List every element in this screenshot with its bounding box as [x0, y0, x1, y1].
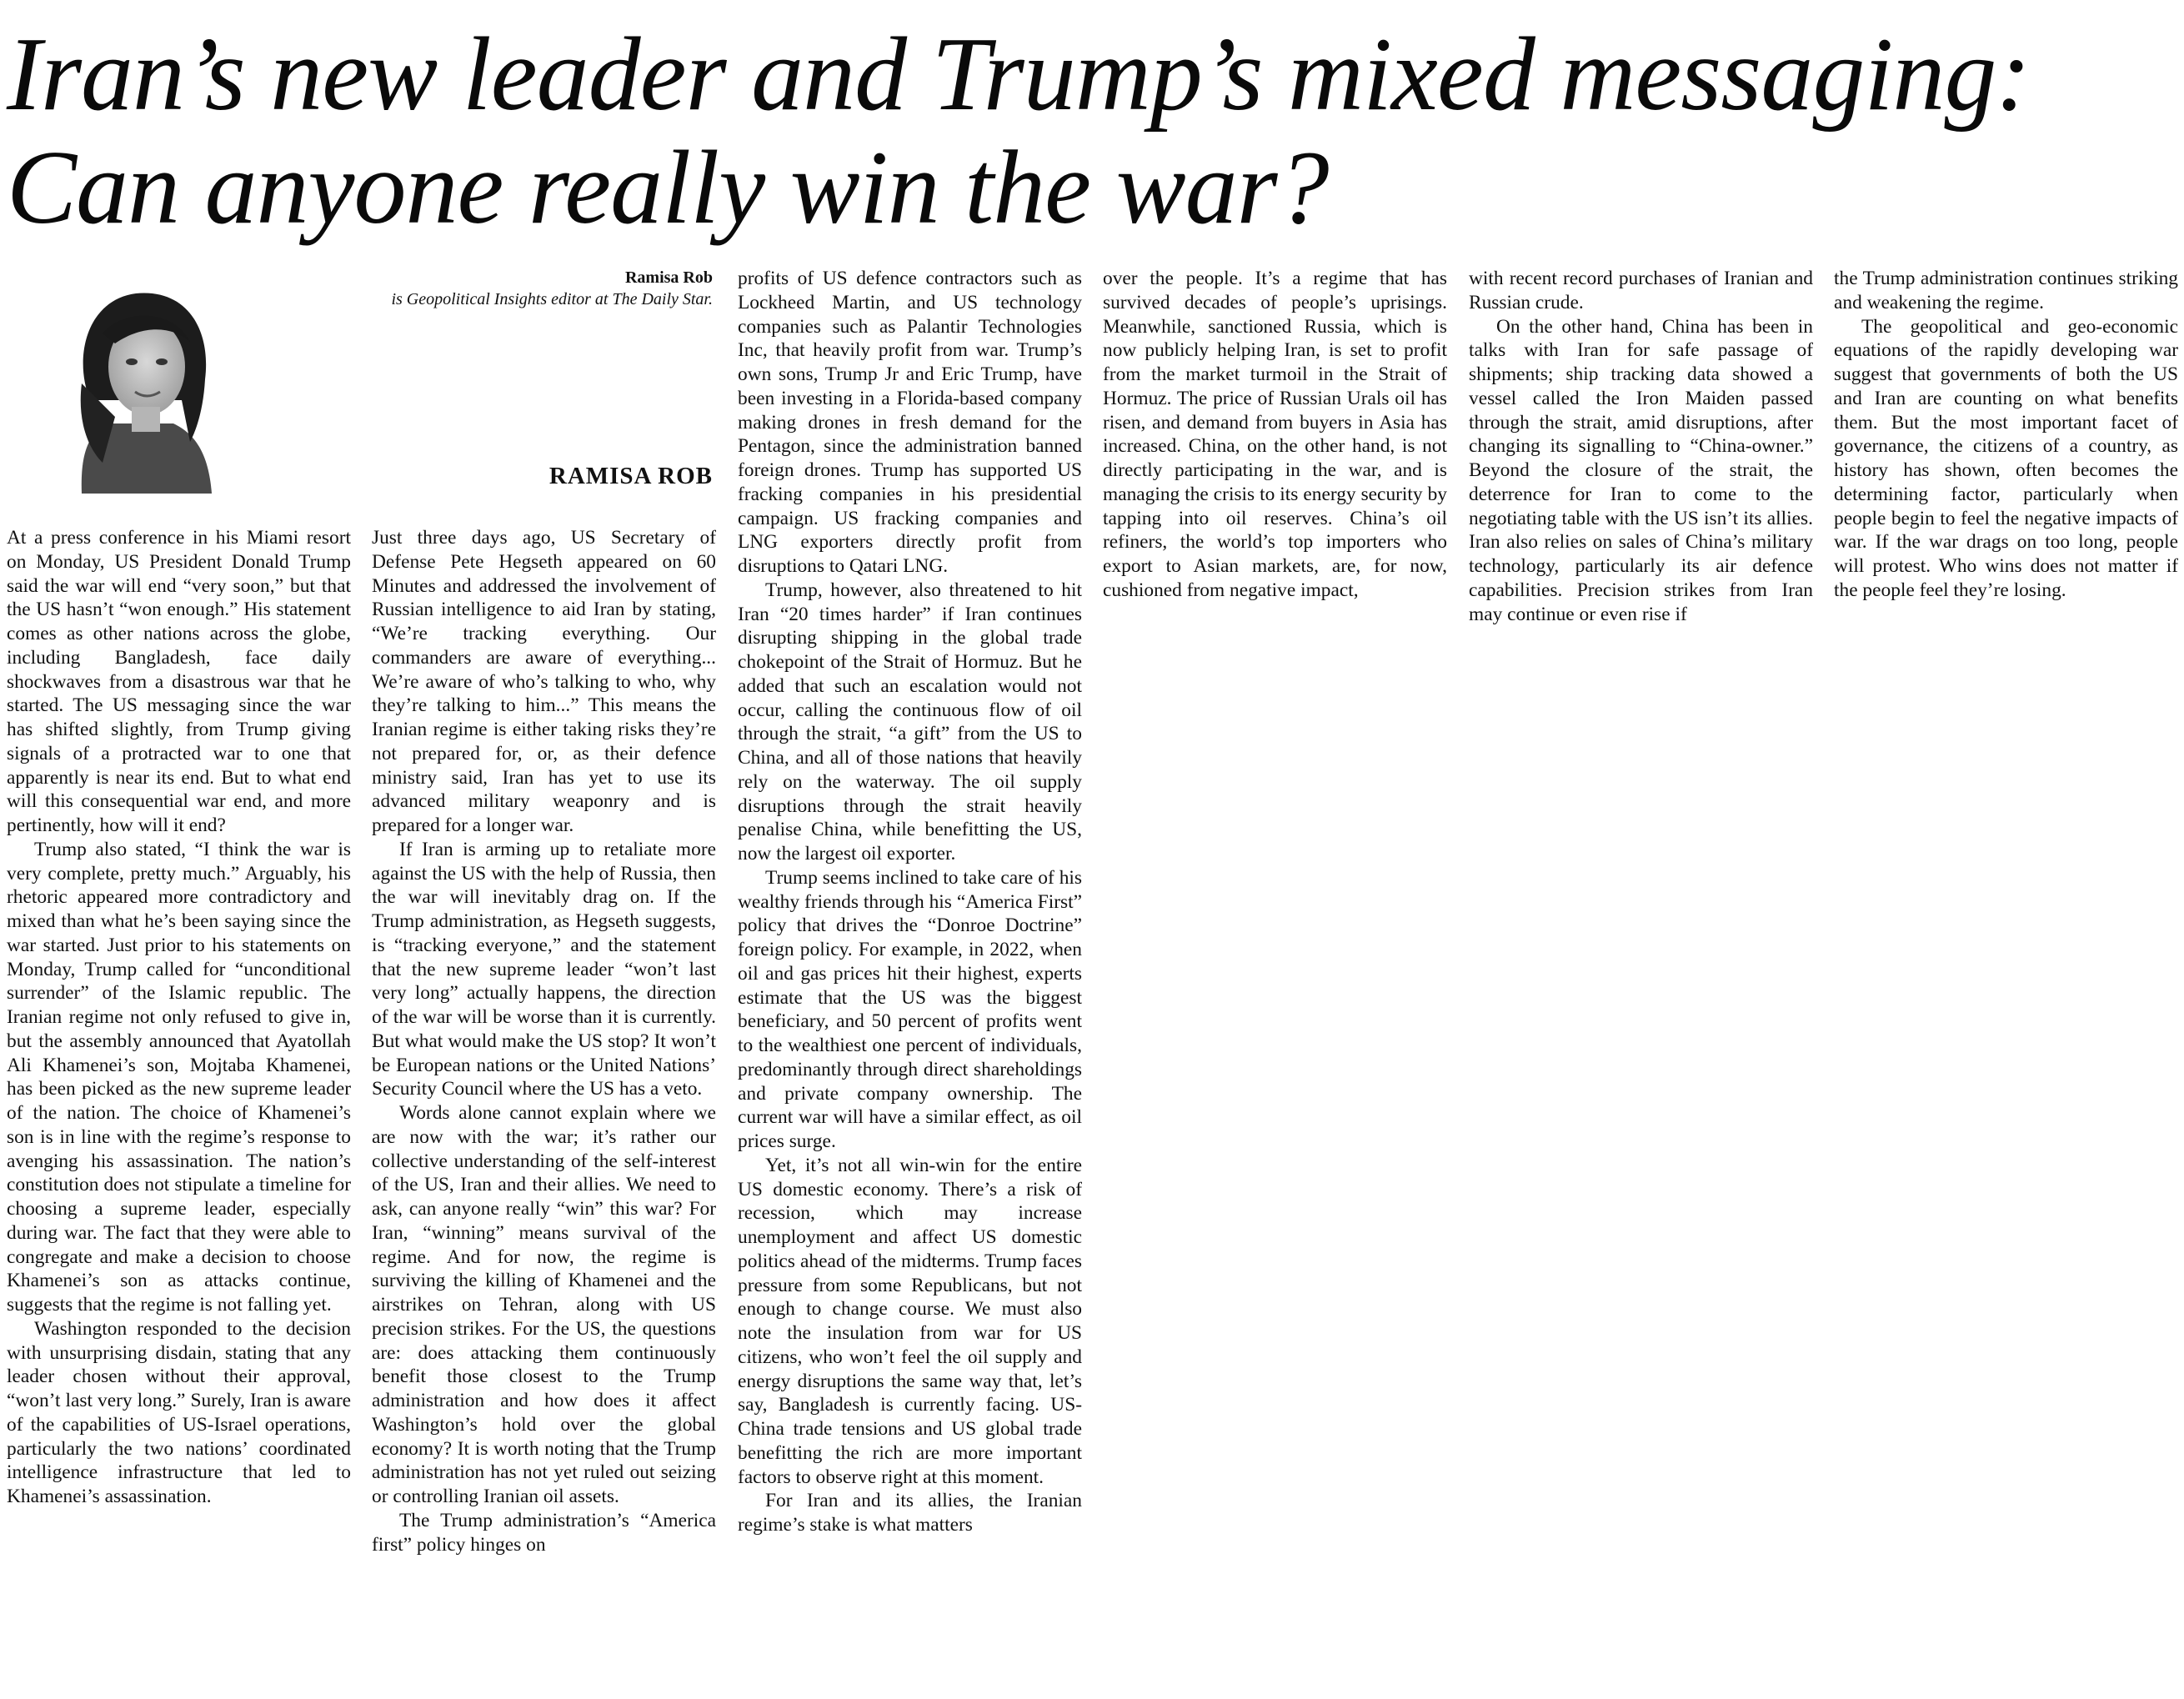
- paragraph: Trump, however, also threatened to hit Iran “20 times harder” if Iran continues disrupting shipping in the global trade chokepoint of the Strait of Hormuz. But he added that such an escalation would not occur, calling the continuous flow of oil through the strait, “a gift” from the US to China, and all of those nations that heavily rely on the waterway. The oil supply disruptions through the strait heavily penalise China, while benefitting the US, now the largest oil exporter.: [738, 579, 1082, 865]
- paragraph: The Trump administration’s “America first” policy hinges on: [372, 1509, 716, 1556]
- paragraph: over the people. It’s a regime that has survived decades of people’s uprisings. Meanwhile, sanctioned Russia, which is now publicly helping Iran, is set to profit from the market turmoil in the Strait of Hormuz. The price of Russian Urals oil has risen, and demand from buyers in Asia has increased. China, on the other hand, is not directly participating in the war, and is managing the crisis to its energy security by tapping into oil reserves. China’s oil refiners, the world’s top importers who export to Asian markets, are, for now, cushioned from negative impact,: [1103, 268, 1447, 601]
- headline: [7, 18, 2174, 245]
- paragraph: If Iran is arming up to retaliate more against the US with the help of Russia, then the war will inevitably drag on. If the Trump administration, as Hegseth suggests, is “tracking everyone,” and the statement that the new supreme leader “won’t last very long” actually happens, the direction of the war will be worse than it is currently. But what would make the US stop? It won’t be European nations or the United Nations’ Security Council where the US has a veto.: [372, 838, 716, 1100]
- article-column-2: [372, 526, 716, 1693]
- author-photo: [57, 275, 223, 494]
- paragraph: with recent record purchases of Iranian and Russian crude.: [1469, 268, 1813, 313]
- author-description: is Geopolitical Insights editor at The Daily Star.: [391, 290, 713, 308]
- byline: RAMISA ROB: [549, 463, 713, 489]
- article-column-5: [1469, 267, 1813, 634]
- paragraph: Washington responded to the decision with unsurprising disdain, stating that any leader chosen without their approval, “won’t last very long.” Surely, Iran is aware of the capabilities of US-Israel operations, particularly the two nations’ coordinated intelligence infrastructure that led to Khamenei’s assassination.: [7, 1317, 351, 1507]
- paragraph: Just three days ago, US Secretary of Defense Pete Hegseth appeared on 60 Minutes and addressed the involvement of Russian intelligence to aid Iran by stating, “We’re tracking everything. Our commanders are aware of everything... We’re aware of who’s talking to who, why they’re talking to him...” This means the Iranian regime is either taking risks they’re not prepared for, or, as their defence ministry said, Iran has yet to use its advanced military weaponry and is prepared for a longer war.: [372, 527, 716, 836]
- article-column-1: [7, 526, 351, 1693]
- paragraph: At a press conference in his Miami resort on Monday, US President Donald Trump said the war will end “very soon,” but that the US hasn’t “won enough.” His statement comes as other nations across the globe, including Bangladesh, face daily shockwaves from a disastrous war that he started. The US messaging since the war has shifted slightly, from Trump giving signals of a protracted war to one that apparently is near its end. But to what end will this consequential war end, and more pertinently, how will it end?: [7, 527, 351, 836]
- article-column-6: [1834, 267, 2178, 634]
- paragraph: Yet, it’s not all win-win for the entire US domestic economy. There’s a risk of recession, which may increase unemployment and affect US domestic politics ahead of the midterms. Trump faces pressure from some Republicans, but not enough to change course. We must also note the insulation from war for US citizens, who won’t feel the oil supply and energy disruptions the same way that, let’s say, Bangladesh is currently facing. US-China trade tensions and US global trade benefitting the rich are more important factors to observe right at this moment.: [738, 1154, 1082, 1488]
- paragraph: On the other hand, China has been in talks with Iran for safe passage of shipments; ship tracking data showed a vessel called the Iron Maiden passed through the strait, amid disruptions, after changing its signalling to “China-owner.” Beyond the closure of the strait, the deterrence for Iran to come to the negotiating table with the US isn’t its allies. Iran also relies on sales of China’s military technology, particularly its air defence capabilities. Precision strikes from Iran may continue or even rise if: [1469, 315, 1813, 625]
- paragraph: profits of US defence contractors such as Lockheed Martin, and US technology companies such as Palantir Technologies Inc, that heavily profit from war. Trump’s own sons, Trump Jr and Eric Trump, have been investing in a Florida-based company making drones in fresh demand for the Pentagon, since the administration banned foreign drones. Trump has supported US fracking companies in his presidential campaign. US fracking companies and LNG exporters directly profit from disruptions to Qatari LNG.: [738, 268, 1082, 577]
- author-name: Ramisa Rob: [624, 268, 713, 287]
- paragraph: The geopolitical and geo-economic equations of the rapidly developing war suggest that governments of both the US and Iran are counting on what benefits them. But the most important facet of governance, the citizens of a country, as history has shown, often becomes the determining factor, particularly when people begin to feel the negative impacts of war. If the war drags on too long, people will protest. Who wins does not matter if the people feel they’re losing.: [1834, 315, 2178, 601]
- paragraph: For Iran and its allies, the Iranian regime’s stake is what matters: [738, 1490, 1082, 1536]
- headline-line-1: Iran’s new leader and Trump’s mixed messaging:: [7, 17, 2031, 133]
- paragraph: Trump seems inclined to take care of his wealthy friends through his “America First” policy that drives the “Donroe Doctrine” foreign policy. For example, in 2022, when oil and gas prices hit their highest, experts estimate that the US was the biggest beneficiary, and 50 percent of profits went to the wealthiest one percent of individuals, predominantly through direct shareholdings and private company ownership. The current war will have a similar effect, as oil prices surge.: [738, 866, 1082, 1152]
- article-column-4: [1103, 267, 1447, 634]
- paragraph: Trump also stated, “I think the war is very complete, pretty much.” Arguably, his rhetoric appeared more contradictory and mixed than what he’s been saying since the war started. Just prior to his statements on Monday, Trump called for “unconditional surrender” of the Islamic republic. The Iranian regime not only refused to give in, but the assembly announced that Ayatollah Ali Khamenei’s son, Mojtaba Khamenei, has been picked as the new supreme leader of the nation. The choice of Khamenei’s son is in line with the regime’s response to avenging his assassination. The nation’s constitution does not stipulate a timeline for choosing a supreme leader, especially during war. The fact that they were able to congregate and make a decision to choose Khamenei’s son as attacks continue, suggests that the regime is not falling yet.: [7, 838, 351, 1316]
- article-column-3: [738, 267, 1082, 1694]
- headline-line-2: Can anyone really win the war?: [7, 130, 1329, 246]
- author-credit: [250, 267, 713, 310]
- paragraph: Words alone cannot explain where we are now with the war; it’s rather our collective understanding of the self-interest of the US, Iran and their allies. We need to ask, can anyone really “win” this war? For Iran, “winning” means survival of the regime. And for now, the regime is surviving the killing of Khamenei and the airstrikes on Tehran, along with US precision strikes. For the US, the questions are: does attacking them continuously benefit those closest to the Trump administration and how does it affect Washington’s hold over the global economy? It is worth noting that the Trump administration has not yet ruled out seizing or controlling Iranian oil assets.: [372, 1102, 716, 1507]
- paragraph: the Trump administration continues striking and weakening the regime.: [1834, 268, 2178, 313]
